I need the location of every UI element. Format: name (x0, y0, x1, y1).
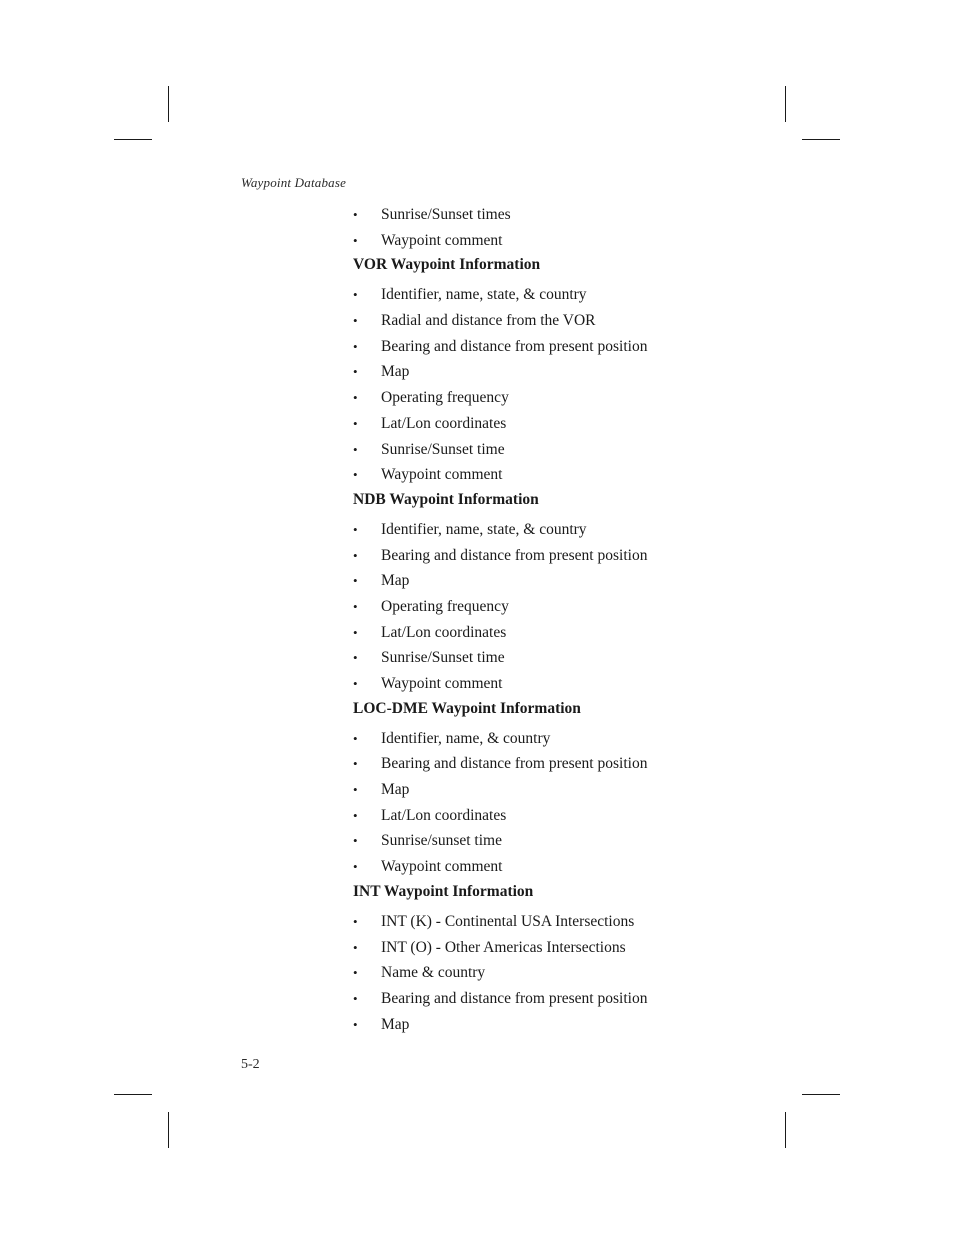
list-item (353, 386, 773, 412)
list-item-text: INT (K) - Continental USA Intersections (381, 912, 635, 930)
section-bullet-list (353, 283, 773, 489)
bullet-icon: • (353, 598, 358, 614)
list-item-text: Identifier, name, state, & country (381, 520, 587, 538)
bullet-icon: • (353, 624, 358, 640)
bullet-icon: • (353, 521, 358, 537)
list-item (353, 360, 773, 386)
list-item (353, 518, 773, 544)
list-item (353, 544, 773, 570)
list-item-text: Waypoint comment (381, 231, 503, 249)
bullet-icon: • (353, 807, 358, 823)
list-item-text: Map (381, 572, 410, 590)
list-item (353, 936, 773, 962)
list-item-text: Map (381, 1015, 410, 1033)
crop-mark-bottom-left-vertical (168, 1112, 169, 1148)
bullet-icon: • (353, 965, 358, 981)
list-item-text: Bearing and distance from present position (381, 755, 648, 773)
list-item (353, 910, 773, 936)
list-item-text: Bearing and distance from present position (381, 337, 648, 355)
list-item-text: Waypoint comment (381, 675, 503, 692)
list-item-text: Map (381, 781, 410, 799)
list-item (353, 727, 773, 753)
list-item-text: Waypoint comment (381, 466, 503, 484)
list-item-text: Name & country (381, 964, 486, 982)
list-item (353, 621, 773, 647)
bullet-icon: • (353, 338, 358, 354)
list-item-text: Identifier, name, state, & country (381, 286, 587, 304)
crop-mark-bottom-right-vertical (785, 1112, 786, 1148)
list-item (353, 203, 773, 229)
list-item (353, 569, 773, 595)
bullet-icon: • (353, 232, 358, 248)
section (353, 489, 773, 698)
page-number: 5-2 (241, 1057, 260, 1072)
list-item-text: Lat/Lon coordinates (381, 623, 507, 641)
bullet-icon: • (353, 650, 358, 666)
list-item-text: Sunrise/Sunset time (381, 440, 505, 458)
bullet-icon: • (353, 990, 358, 1006)
list-item (353, 1013, 773, 1039)
bullet-icon: • (353, 730, 358, 746)
section-bullet-list (353, 518, 773, 698)
list-item (353, 335, 773, 361)
bullet-icon: • (353, 390, 358, 406)
list-item (353, 778, 773, 804)
list-item-text: Map (381, 363, 410, 381)
bullet-icon: • (353, 859, 358, 875)
bullet-icon: • (353, 782, 358, 798)
section (353, 881, 773, 1038)
list-item-text: Identifier, name, & country (381, 729, 551, 747)
running-header: Waypoint Database (241, 175, 347, 190)
section (353, 254, 773, 489)
bullet-icon: • (353, 547, 358, 563)
bullet-icon: • (353, 207, 358, 222)
list-item (353, 804, 773, 830)
bullet-icon: • (353, 913, 358, 929)
section (353, 698, 773, 881)
list-item-text: Sunrise/Sunset time (381, 649, 505, 667)
list-item-text: Sunrise/Sunset times (381, 206, 511, 223)
crop-mark-top-left-horizontal (114, 139, 152, 140)
bullet-icon: • (353, 676, 358, 691)
list-item (353, 987, 773, 1013)
section-bullet-list (353, 910, 773, 1038)
list-item-text: INT (O) - Other Americas Intersections (381, 938, 626, 956)
crop-mark-bottom-left-horizontal (114, 1094, 152, 1095)
list-item (353, 672, 773, 698)
crop-mark-bottom-right-horizontal (802, 1094, 840, 1095)
list-item (353, 309, 773, 335)
crop-mark-top-right-vertical (785, 86, 786, 122)
bullet-icon: • (353, 833, 358, 849)
list-item-text: Lat/Lon coordinates (381, 414, 507, 432)
list-item (353, 752, 773, 778)
list-item (353, 829, 773, 855)
list-item-text: Waypoint comment (381, 858, 503, 876)
section-heading: INT Waypoint Information (353, 882, 534, 900)
list-item-text: Sunrise/sunset time (381, 832, 502, 850)
bullet-icon: • (353, 287, 358, 303)
list-item (353, 646, 773, 672)
list-item (353, 412, 773, 438)
section-bullet-list (353, 727, 773, 881)
list-item (353, 229, 773, 255)
list-item-text: Operating frequency (381, 389, 509, 407)
bullet-icon: • (353, 756, 358, 772)
bullet-icon: • (353, 313, 358, 329)
crop-mark-top-right-horizontal (802, 139, 840, 140)
list-item-text: Radial and distance from the VOR (381, 312, 596, 330)
sections-container (353, 254, 773, 1038)
list-item-text: Bearing and distance from present position (381, 546, 648, 564)
section-heading: LOC-DME Waypoint Information (353, 699, 581, 717)
list-item (353, 855, 773, 881)
list-item (353, 463, 773, 489)
section-heading: VOR Waypoint Information (353, 256, 541, 274)
bullet-icon: • (353, 415, 358, 431)
list-item-text: Operating frequency (381, 597, 509, 615)
list-item (353, 438, 773, 464)
bullet-icon: • (353, 1016, 358, 1032)
bullet-icon: • (353, 364, 358, 380)
bullet-icon: • (353, 441, 358, 457)
crop-mark-top-left-vertical (168, 86, 169, 122)
page-content (353, 203, 773, 1038)
list-item (353, 283, 773, 309)
list-item (353, 595, 773, 621)
list-item (353, 961, 773, 987)
bullet-icon: • (353, 467, 358, 483)
section-heading: NDB Waypoint Information (353, 490, 539, 508)
list-item-text: Lat/Lon coordinates (381, 806, 507, 824)
bullet-icon: • (353, 573, 358, 589)
list-item-text: Bearing and distance from present position (381, 989, 648, 1007)
intro-bullet-list (353, 203, 773, 254)
bullet-icon: • (353, 939, 358, 955)
